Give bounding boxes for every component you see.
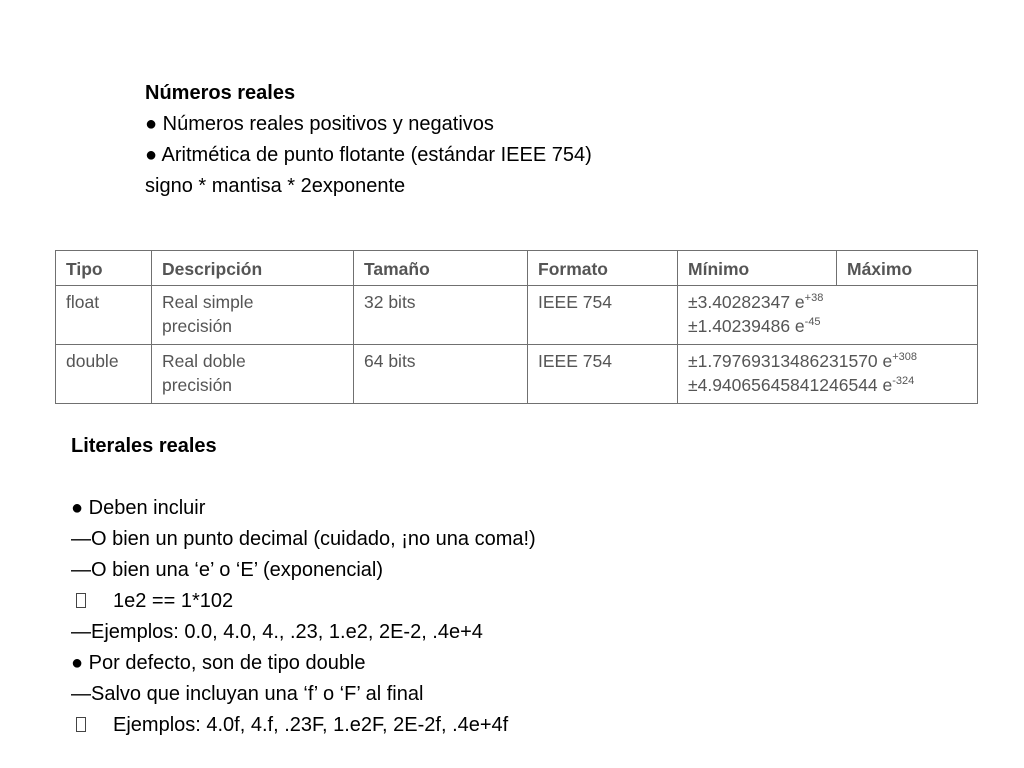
cell-range — [678, 345, 978, 404]
bullet-line: ● Aritmética de punto flotante (estándar IEEE 754) — [145, 144, 592, 166]
cell-descripcion — [152, 345, 354, 404]
sub-bullet-text: 1e2 == 1*102 — [113, 590, 234, 612]
missing-glyph-icon — [76, 717, 86, 732]
bullet-line: ● Deben incluir — [71, 497, 206, 519]
range-min-value — [688, 314, 967, 338]
exponent: -45 — [804, 316, 821, 328]
bullet-line: ● Números reales positivos y negativos — [145, 113, 494, 135]
cell-formato: IEEE 754 — [528, 286, 678, 345]
dash-line: —O bien una ‘e’ o ‘E’ (exponencial) — [71, 559, 384, 581]
sub-bullet-line — [71, 710, 536, 741]
section-title-numeros-reales: Números reales — [145, 82, 296, 104]
dash-line: —O bien un punto decimal (cuidado, ¡no una coma!) — [71, 528, 536, 550]
cell-tamano: 64 bits — [354, 345, 528, 404]
exponent: -324 — [892, 375, 915, 387]
sub-bullet-line — [71, 586, 536, 617]
exponent: +38 — [804, 292, 824, 304]
section-title-literales-reales: Literales reales — [71, 435, 217, 457]
header-minimo: Mínimo — [678, 251, 837, 286]
cell-tipo: double — [56, 345, 152, 404]
cell-range — [678, 286, 978, 345]
spacer — [71, 462, 536, 493]
desc-line: precisión — [162, 316, 233, 336]
bullet-line: ● Por defecto, son de tipo double — [71, 652, 366, 674]
table-row — [56, 286, 978, 345]
types-table — [55, 250, 978, 404]
cell-formato: IEEE 754 — [528, 345, 678, 404]
intro-section — [145, 78, 592, 202]
desc-line: precisión — [162, 375, 233, 395]
cell-tamano: 32 bits — [354, 286, 528, 345]
dash-line: —Salvo que incluyan una ‘f’ o ‘F’ al final — [71, 683, 424, 705]
desc-line: Real simple — [162, 292, 254, 312]
exponent: +308 — [892, 351, 918, 363]
types-table-container — [55, 250, 978, 404]
literals-section — [71, 431, 536, 741]
mantissa: ±1.79769313486231570 e — [688, 351, 893, 371]
range-min-value — [688, 373, 967, 397]
range-max-value — [688, 349, 967, 373]
mantissa: ±3.40282347 e — [688, 292, 805, 312]
table-header-row — [56, 251, 978, 286]
range-max-value — [688, 290, 967, 314]
header-formato: Formato — [528, 251, 678, 286]
mantissa: ±4.94065645841246544 e — [688, 375, 893, 395]
cell-descripcion — [152, 286, 354, 345]
cell-tipo: float — [56, 286, 152, 345]
formula-line: signo * mantisa * 2exponente — [145, 175, 406, 197]
sub-bullet-text: Ejemplos: 4.0f, 4.f, .23F, 1.e2F, 2E-2f, .4e+4f — [113, 714, 509, 736]
desc-line: Real doble — [162, 351, 246, 371]
missing-glyph-icon — [76, 593, 86, 608]
header-tipo: Tipo — [56, 251, 152, 286]
table-row — [56, 345, 978, 404]
dash-line: —Ejemplos: 0.0, 4.0, 4., .23, 1.e2, 2E-2, .4e+4 — [71, 621, 483, 643]
header-maximo: Máximo — [837, 251, 978, 286]
header-tamano: Tamaño — [354, 251, 528, 286]
mantissa: ±1.40239486 e — [688, 316, 805, 336]
header-descripcion: Descripción — [152, 251, 354, 286]
